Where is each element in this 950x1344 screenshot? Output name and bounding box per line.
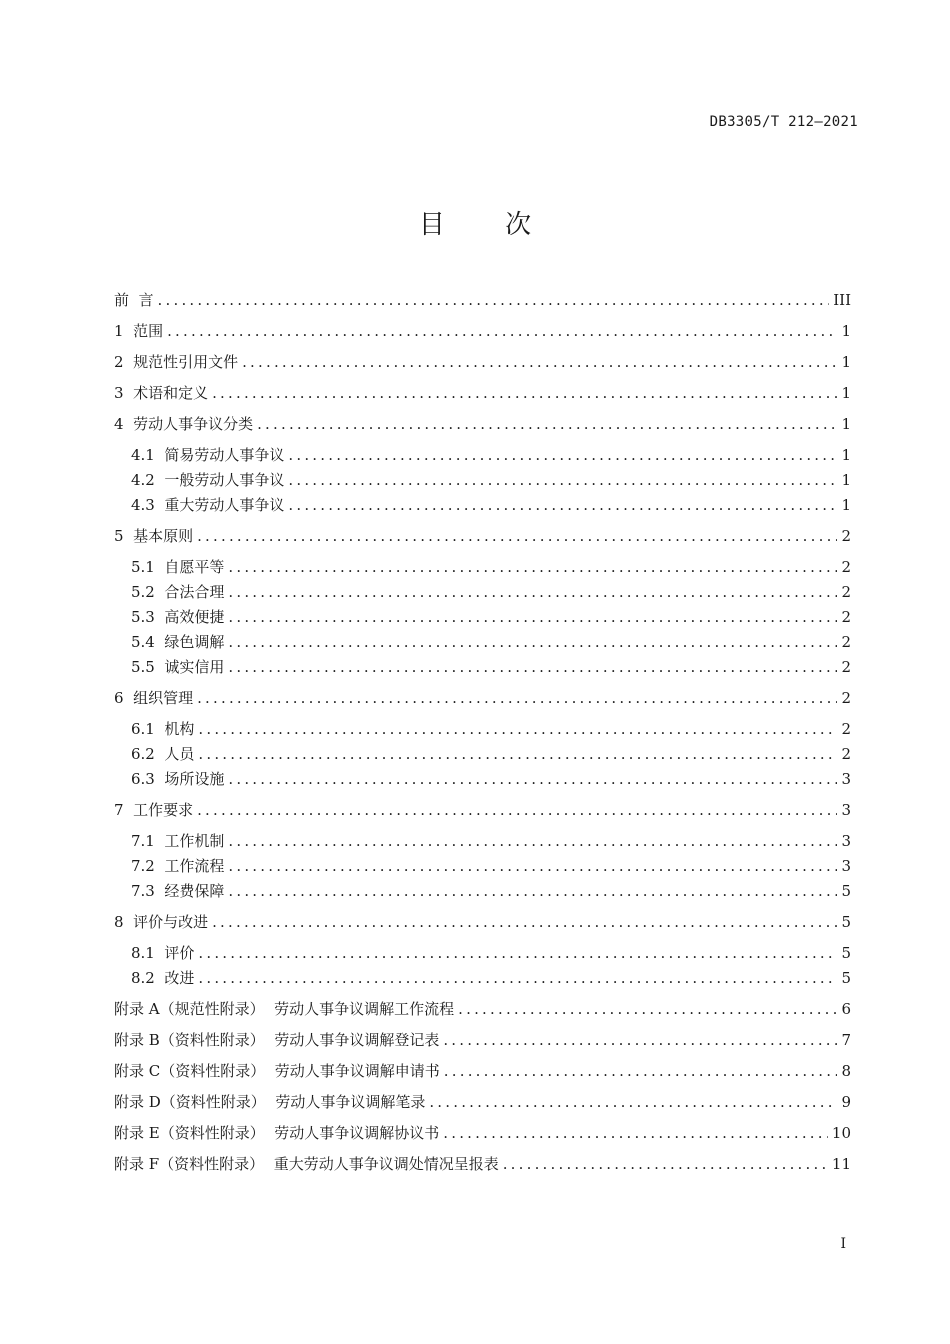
page-number: I (840, 1236, 846, 1252)
toc-entry[interactable] (114, 350, 851, 372)
toc-entry[interactable] (131, 966, 851, 988)
toc-leader-dots (228, 607, 837, 627)
toc-entry-page: 2 (841, 527, 851, 545)
toc-entry-label: 5.2 合法合理 (131, 583, 225, 601)
toc-entry[interactable] (114, 412, 851, 434)
toc-entry[interactable] (114, 1028, 851, 1050)
toc-entry-label: 8.2 改进 (131, 969, 195, 987)
toc-entry-label: 6.1 机构 (131, 720, 195, 738)
toc-leader-dots (257, 414, 837, 434)
toc-leader-dots (288, 470, 837, 490)
toc-entry-page: 1 (841, 415, 851, 433)
toc-entry-page: 3 (841, 832, 851, 850)
toc-entry-label: 附录 A（规范性附录） 劳动人事争议调解工作流程 (114, 1000, 455, 1018)
toc-leader-dots (197, 800, 837, 820)
toc-leader-dots (242, 352, 837, 372)
toc-entry[interactable] (131, 655, 851, 677)
toc-entry[interactable] (131, 630, 851, 652)
toc-entry-page: 1 (841, 496, 851, 514)
toc-entry-label: 1 范围 (114, 322, 164, 340)
toc-entry[interactable] (114, 1059, 851, 1081)
toc-leader-dots (444, 1061, 837, 1081)
toc-entry[interactable] (114, 1121, 851, 1143)
toc-entry-page: 1 (841, 353, 851, 371)
toc-leader-dots (197, 688, 837, 708)
toc-entry[interactable] (114, 798, 851, 820)
toc-entry-page: 3 (841, 770, 851, 788)
toc-leader-dots (228, 881, 837, 901)
toc-entry[interactable] (131, 742, 851, 764)
toc-entry[interactable] (131, 493, 851, 515)
toc-entry[interactable] (131, 879, 851, 901)
toc-entry-page: 3 (841, 801, 851, 819)
toc-entry-label: 7.1 工作机制 (131, 832, 225, 850)
document-code: DB3305/T 212—2021 (709, 114, 858, 130)
toc-entry-label: 附录 B（资料性附录） 劳动人事争议调解登记表 (114, 1031, 440, 1049)
toc-entry[interactable] (131, 443, 851, 465)
toc-entry[interactable] (114, 381, 851, 403)
toc-leader-dots (228, 831, 837, 851)
toc-entry[interactable] (114, 288, 851, 310)
toc-entry-label: 4 劳动人事争议分类 (114, 415, 254, 433)
toc-leader-dots (198, 943, 837, 963)
toc-entry-label: 5.5 诚实信用 (131, 658, 225, 676)
toc-entry-page: 3 (841, 857, 851, 875)
toc-title: 目 次 (418, 210, 558, 240)
toc-entry-label: 附录 C（资料性附录） 劳动人事争议调解申请书 (114, 1062, 440, 1080)
toc-entry-label: 附录 E（资料性附录） 劳动人事争议调解协议书 (114, 1124, 440, 1142)
toc-entry[interactable] (114, 524, 851, 546)
toc-leader-dots (429, 1092, 837, 1112)
toc-entry[interactable] (131, 854, 851, 876)
toc-entry[interactable] (114, 1090, 851, 1112)
toc-entry-label: 8 评价与改进 (114, 913, 209, 931)
toc-leader-dots (228, 632, 837, 652)
toc-entry-label: 7 工作要求 (114, 801, 194, 819)
toc-leader-dots (228, 657, 837, 677)
toc-entry-label: 7.2 工作流程 (131, 857, 225, 875)
toc-entry-page: 2 (841, 658, 851, 676)
toc-leader-dots (443, 1030, 837, 1050)
toc-entry-page: III (833, 291, 851, 309)
toc-entry-page: 10 (831, 1124, 851, 1142)
toc-leader-dots (443, 1123, 828, 1143)
toc-entry-label: 4.1 简易劳动人事争议 (131, 446, 285, 464)
toc-entry[interactable] (131, 555, 851, 577)
toc-entry-page: 2 (841, 720, 851, 738)
toc-entry[interactable] (114, 686, 851, 708)
toc-leader-dots (167, 321, 837, 341)
toc-leader-dots (458, 999, 837, 1019)
toc-entry[interactable] (131, 605, 851, 627)
toc-entry[interactable] (131, 829, 851, 851)
toc-leader-dots (228, 557, 837, 577)
toc-entry-page: 11 (831, 1155, 851, 1173)
toc-entry-page: 2 (841, 689, 851, 707)
toc-entry[interactable] (131, 468, 851, 490)
toc-entry-label: 4.3 重大劳动人事争议 (131, 496, 285, 514)
toc-leader-dots (198, 968, 837, 988)
toc-entry-label: 6 组织管理 (114, 689, 194, 707)
toc-entry-label: 5.1 自愿平等 (131, 558, 225, 576)
toc-entry-label: 6.2 人员 (131, 745, 195, 763)
toc-entry[interactable] (131, 580, 851, 602)
toc-leader-dots (212, 383, 837, 403)
toc-entry-label: 2 规范性引用文件 (114, 353, 239, 371)
toc-entry-page: 8 (841, 1062, 851, 1080)
toc-leader-dots (288, 445, 837, 465)
toc-entry[interactable] (114, 910, 851, 932)
toc-entry-page: 7 (841, 1031, 851, 1049)
toc-entry-page: 1 (841, 446, 851, 464)
toc-entry[interactable] (131, 941, 851, 963)
toc-leader-dots (198, 744, 837, 764)
toc-entry[interactable] (131, 767, 851, 789)
toc-entry-page: 2 (841, 745, 851, 763)
toc-entry-page: 9 (841, 1093, 851, 1111)
toc-entry-page: 2 (841, 633, 851, 651)
toc-entry-label: 7.3 经费保障 (131, 882, 225, 900)
toc-entry-page: 1 (841, 322, 851, 340)
toc-entry-label: 附录 F（资料性附录） 重大劳动人事争议调处情况呈报表 (114, 1155, 499, 1173)
toc-entry-page: 6 (841, 1000, 851, 1018)
toc-entry[interactable] (114, 1152, 851, 1174)
toc-leader-dots (228, 856, 837, 876)
toc-entry-page: 5 (841, 913, 851, 931)
toc-entry-label: 5 基本原则 (114, 527, 194, 545)
toc-leader-dots (228, 582, 837, 602)
toc-entry[interactable] (114, 997, 851, 1019)
toc-leader-dots (198, 719, 837, 739)
toc-entry-page: 1 (841, 384, 851, 402)
toc-leader-dots (228, 769, 837, 789)
toc-entry-page: 2 (841, 583, 851, 601)
toc-entry-label: 8.1 评价 (131, 944, 195, 962)
toc-entry-page: 1 (841, 471, 851, 489)
toc-entry[interactable] (114, 319, 851, 341)
toc-entry-label: 5.4 绿色调解 (131, 633, 225, 651)
toc-entry-page: 5 (841, 944, 851, 962)
toc-entry-label: 4.2 一般劳动人事争议 (131, 471, 285, 489)
toc-leader-dots (197, 526, 837, 546)
toc-entry-label: 前 言 (114, 291, 154, 309)
toc-entry-label: 5.3 高效便捷 (131, 608, 225, 626)
toc-entry[interactable] (131, 717, 851, 739)
toc-entry-page: 5 (841, 969, 851, 987)
toc-entry-page: 2 (841, 608, 851, 626)
toc-leader-dots (288, 495, 837, 515)
toc-entry-page: 2 (841, 558, 851, 576)
toc-leader-dots (503, 1154, 828, 1174)
toc-entry-label: 6.3 场所设施 (131, 770, 225, 788)
toc-leader-dots (158, 290, 830, 310)
toc-entry-label: 3 术语和定义 (114, 384, 209, 402)
toc-entry-page: 5 (841, 882, 851, 900)
toc-entry-label: 附录 D（资料性附录） 劳动人事争议调解笔录 (114, 1093, 426, 1111)
toc-leader-dots (212, 912, 837, 932)
